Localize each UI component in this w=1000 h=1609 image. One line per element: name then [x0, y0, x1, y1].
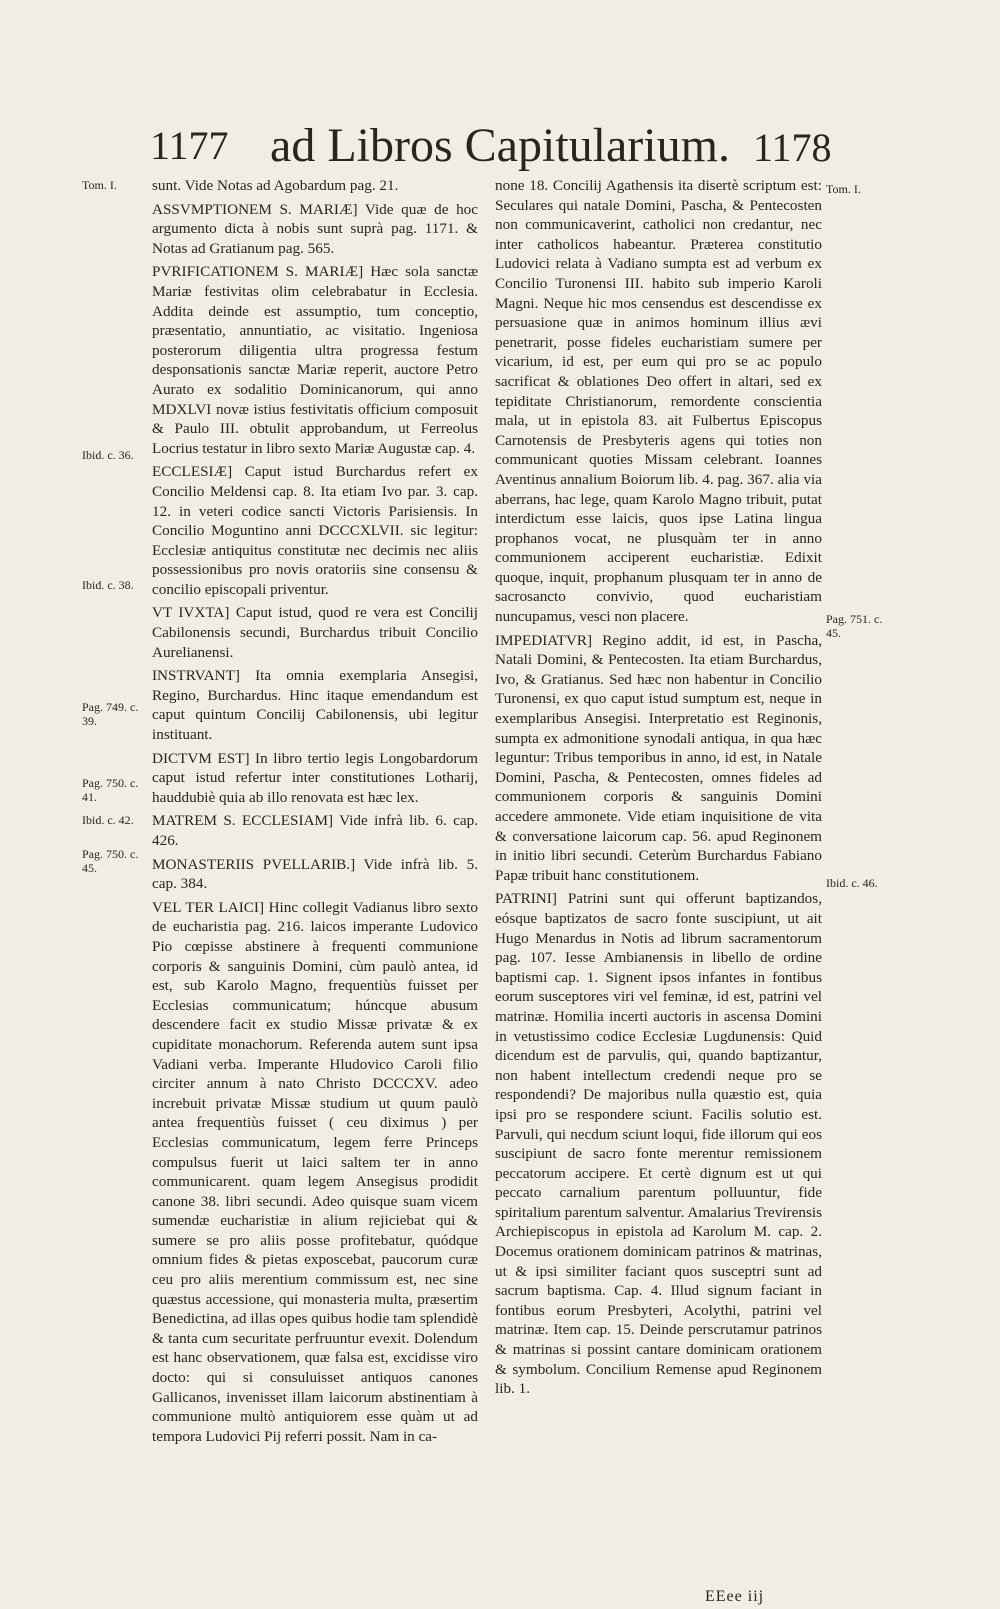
paragraph: IMPEDIATVR] Regino addit, id est, in Pascha, Natali Domini, & Pentecosten. Ita etiam Burchardus, Ivo, & Gratianus. Sed hæc non habentur in Concilio Turonensi, ex quo caput istud sumptum est, neque in exemplaribus Ansegisi. Interpretatio est Reginonis, sumpta ex admonitione synodali antiqua, in qua hæc leguntur: Tribus temporibus in anno, id est, in Natale Domini, Pascha, & Pentecosten, omnes fideles ad communionem corporis & sanguinis Domini accedere ammonete. Vide etiam inquisitione de vita & conversatione laicorum cap. 56. apud Reginonem in initio libri secundi. Ceterùm Burchardus Fabiano Papæ tribuit hanc constitutionem. — [495, 631, 822, 884]
page-header — [0, 118, 1000, 178]
signature-mark: EEee iij — [705, 1588, 765, 1605]
paragraph: none 18. Concilij Agathensis ita disertè scriptum est: Seculares qui natale Domini, Pascha, & Pentecosten non communicaverint, catholici non credantur, nec inter catholicos habeantur. Præterea constitutio Ludovici relata à Vadiano sumpta est ad verbum ex Concilio Turonensi III. habito sub imperio Karoli Magni. Neque hic mos censendus est descendisse ex persuasione quæ in animos hominum illius ævi penetrarit, posse fideles eucharistiam sumere per vicarium, id est, per eum qui pro se ac populo sacrificat & oblationes Deo offert in altari, sed ex tepiditate Christianorum, remordente conscientia mala, ut in epistola 83. ait Fulbertus Episcopus Carnotensis de Presbyteris agens qui toties non communicant quoties Missam celebrant. Ioannes Aventinus annalium Boiorum lib. 4. pag. 367. alia via aberrans, hac lege, quam Karolo Magno tribuit, putat interdictum esse laicis, quos ipse Latina lingua prophanos vocat, ne plusquàm ter in anno communionem acciperent eucharistiæ. Edixit quoque, inquit, prophanum plusquam ter in anno de sacrosancto convivio, quod eucharistiam nuncupamus, vesci non placere. — [495, 177, 822, 626]
paragraph: MONASTERIIS PVELLARIB.] Vide infrà lib. 5. cap. 384. — [152, 855, 478, 893]
margin-note-right: Pag. 751. c. 45. — [826, 612, 883, 640]
margin-note-left: Pag. 750. c. 41. — [82, 776, 139, 804]
right-text-column — [495, 176, 822, 1403]
margin-note-right: Tom. I. — [826, 182, 861, 196]
paragraph: PATRINI] Patrini sunt qui offerunt baptizandos, eósque baptizatos de sacro fonte suscipiunt, ut ait Hugo Menardus in Notis ad librum sacramentorum pag. 107. Iesse Ambianensis in libello de ordine baptismi cap. 1. Signent ipsos infantes in fontibus eorum susceptores viri vel feminæ, id est, patrini vel matrinæ. Homilia incerti auctoris in ascensa Domini in vetustissimo codice Ecclesiæ Lugdunensis: Quid dicendum est de parvulis, qui, quando baptizantur, non habent intellectum credendi neque pro se respondendi? De majoribus nulla quæstio est, quia ipsi pro se respondere sciunt. Facilis solutio est. Parvuli, qui necdum sciunt loqui, fide illorum qui eos suscipiunt de sacro fonte merentur remissionem peccatorum accipere. Et certè dignum est ut qui peccato carnalium parentum polluuntur, fide spiritalium parentum salventur. Amalarius Trevirensis Archiepiscopus in epistola ad Karolum M. cap. 2. Docemus orationem dominicam patrinos & matrinas, ut & ipsi similiter faciant quos susceptri sunt ad sacrum baptisma. Cap. 4. Illud signum faciant in fontibus eorum Presbyteri, Acolythi, patrini vel matrinæ. Item cap. 15. Deinde perscrutamur patrinos & matrinas si possint cantare dominicam orationem & symbolum. Concilium Remense apud Reginonem lib. 1. — [495, 890, 822, 1398]
paragraph: sunt. Vide Notas ad Agobardum pag. 21. — [152, 177, 399, 194]
paragraph: MATREM S. ECCLESIAM] Vide infrà lib. 6. cap. 426. — [152, 812, 478, 849]
margin-note-left: Pag. 749. c. 39. — [82, 700, 139, 728]
margin-note-left: Ibid. c. 36. — [82, 448, 134, 462]
page-number-left: 1177 — [150, 123, 229, 168]
running-title: ad Libros Capitularium. — [270, 119, 730, 172]
paragraph: ASSVMPTIONEM S. MARIÆ] Vide quæ de hoc argumento dicta à nobis sunt suprà pag. 1171. & Notas ad Gratianum pag. 565. — [152, 200, 478, 257]
margin-note-left: Ibid. c. 38. — [82, 578, 134, 592]
paragraph: VT IVXTA] Caput istud, quod re vera est Concilij Cabilonensis secundi, Burchardus tribuit Concilio Aurelianensi. — [152, 604, 478, 661]
left-text-column — [152, 176, 478, 1450]
margin-note-left: Ibid. c. 42. — [82, 813, 134, 827]
paragraph: DICTVM EST] In libro tertio legis Longobardorum caput istud refertur inter constitutiones Lotharij, hauddubiè quia ab illo renovata est hæc lex. — [152, 749, 478, 806]
margin-note-left: Pag. 750. c. 45. — [82, 847, 139, 875]
margin-note-right: Ibid. c. 46. — [826, 876, 878, 890]
paragraph: ECCLESIÆ] Caput istud Burchardus refert ex Concilio Meldensi cap. 8. Ita etiam Ivo par. 3. cap. 12. in veteri codice sancti Victoris Parisiensis. In Concilio Moguntino anni DCCCXLVII. sic legitur: Ecclesiæ antiquitus constitutæ nec decimis nec aliis possessionibus pro novis oratoriis sine consensu & concilio episcopali priventur. — [152, 463, 478, 598]
paragraph: VEL TER LAICI] Hinc collegit Vadianus libro sexto de eucharistia pag. 216. laicos imperante Ludovico Pio cœpisse abstinere à frequenti communione corporis & sanguinis Domini, cùm paulò antea, id est, sub Karolo Magno, frequentiùs fuisset per Ecclesias communicatum; húncque abusum descendere facit ex studio Missæ privatæ & ex cupiditate monachorum. Referenda autem sunt ipsa Vadiani verba. Imperante Hludovico Caroli filio circiter annum à nato Christo DCCCXV. adeo increbuit privatæ Missæ studium ut quum paulò antea frequentiùs fuisset ( ceu diximus ) per Ecclesias communicatum, legem ferre Princeps compulsus fuerit ut laici saltem ter in anno communicarent. quam legem Ansegisus prodidit canone 38. libri secundi. Adeo quisque suam vicem sumendæ eucharistiæ in alium rejiciebat qui & sumere se pro aliis posse profitebatur, quódque omnium fides & pietas exposcebat, paucorum curæ ceu pro aliis merentium commissum est, nec sine quæstus accessione, qui monasteria multa, præsertim Benedictina, ad illas opes quibus hodie tam splendidè & tanta cum securitate perfruuntur evexit. Dolendum est hanc observationem, quæ falsa est, excidisse viro docto: qui si consuluisset antiquos canones Gallicanos, invenisset illam laicorum abstinentiam à communione multò antiquiorem esse quàm ut ad tempora Ludovici Pij referri possit. Nam in ca- — [152, 898, 478, 1445]
paragraph: INSTRVANT] Ita omnia exemplaria Ansegisi, Regino, Burchardus. Hinc itaque emendandum est caput quintum Concilij Cabilonensis, ubi legitur instituant. — [152, 667, 478, 744]
page-number-right: 1178 — [753, 125, 832, 170]
paragraph: PVRIFICATIONEM S. MARIÆ] Hæc sola sanctæ Mariæ festivitas olim celebrabatur in Ecclesia. Addita deinde est assumptio, tum conceptio, præsentatio, annuntiatio, ac visitatio. Ingeniosa posterorum diligentia ultra progressa festum desponsationis sanctæ Mariæ reperit, auctore Petro Aurato ex sodalitio Dominicanorum, qui anno MDXLVI novæ istius festivitatis officium composuit & Paulo III. obtulit approbandum, ut Ferreolus Locrius testatur in libro sexto Mariæ Augustæ cap. 4. — [152, 263, 478, 457]
margin-note-left: Tom. I. — [82, 178, 117, 192]
